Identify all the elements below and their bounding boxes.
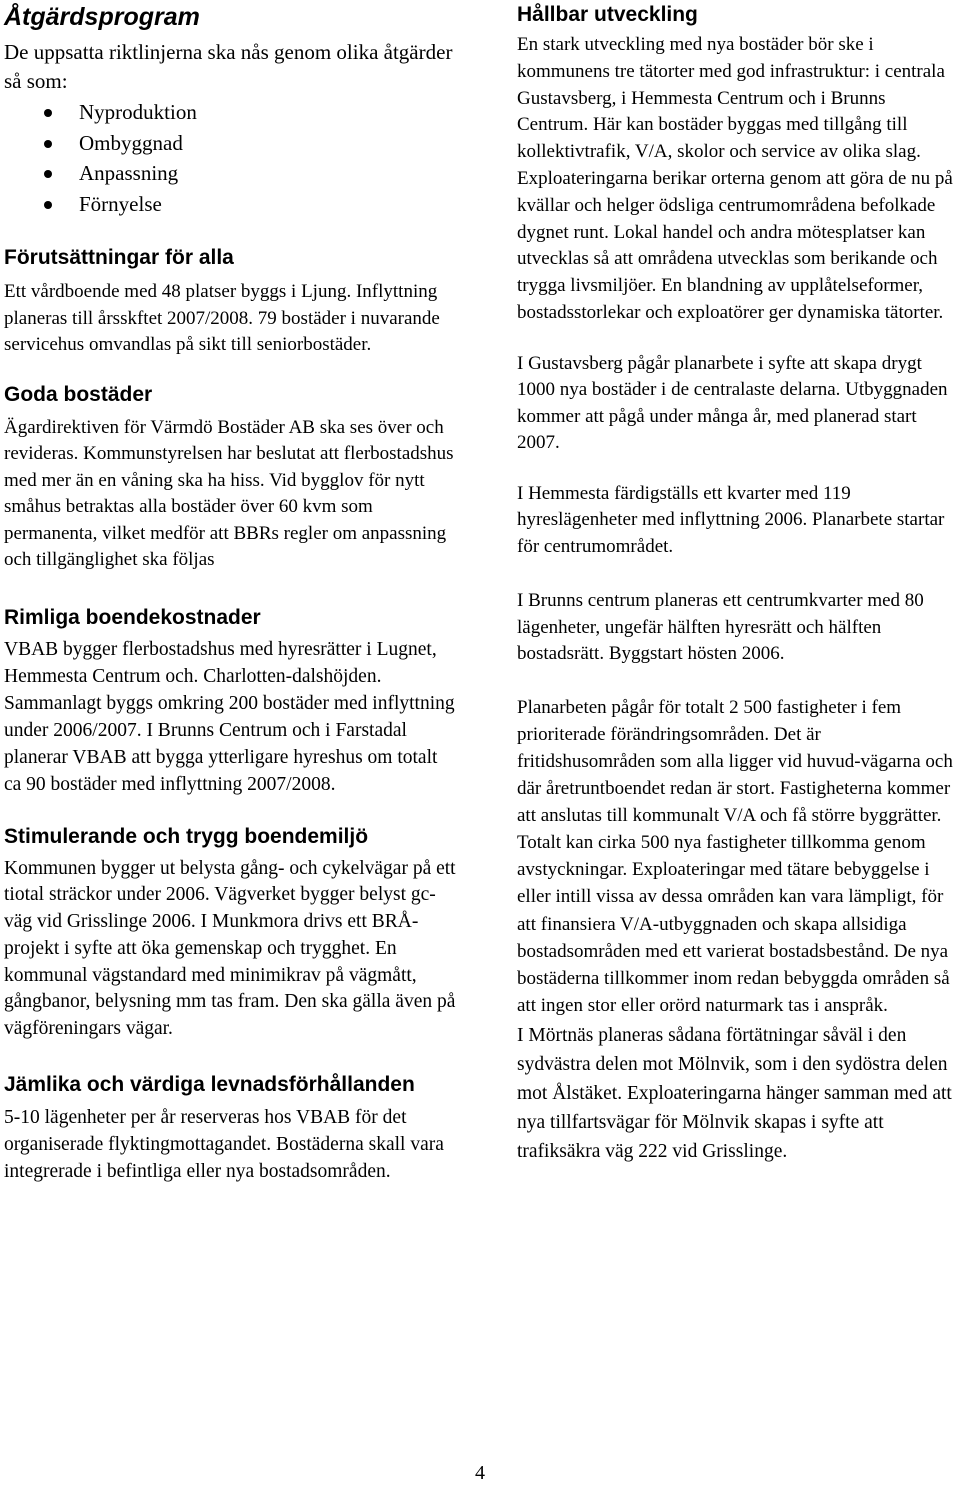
intro-text: De uppsatta riktlinjerna ska nås genom olika åtgärder så som: <box>4 40 453 93</box>
right-paragraph-6: I Mörtnäs planeras sådana förtätningar såväl i den sydvästra delen mot Mölnvik, som i den sydöstra delen mot Ålstäket. Exploateringarna hänger samman med att nya tillfartsvägar för Mölnvik skapas i syfte att trafiksäkra väg 222 vid Grisslinge. <box>517 1024 952 1162</box>
section-heading-stimulerande: Stimulerande och trygg boendemiljö <box>4 824 369 848</box>
measures-list <box>4 97 456 219</box>
section-heading-forutsattningar: Förutsättningar för alla <box>4 246 234 269</box>
right-paragraph-3: I Hemmesta färdigställs ett kvarter med 119 hyreslägenheter med inflyttning 2006. Planarbete startar för centrumområdet. <box>517 482 945 557</box>
right-paragraph-1: En stark utveckling med nya bostäder bör ske i kommunens tre tätorter med god infrastruktur: i centrala Gustavsberg, i Hemmesta Centrum och i Brunns Centrum. Här kan bostäder byggas med tillgång till kollektivtrafik, V/A, skolor och service av olika slag. Exploateringarna berikar orterna genom att göra de nu på kvällar och helger ödsliga centrumområdena befolkade dygnet runt. Lokal handel och andra mötesplatser kan utvecklas så att områdena utvecklas som berikande och trygga livsmiljöer. En blandning av upplåtelseformer, bostadsstorlekar och exploatörer ger dynamiska tätorter. <box>517 34 953 323</box>
list-item: Nyproduktion <box>4 97 456 128</box>
main-heading: Åtgärdsprogram <box>4 3 200 31</box>
list-item: Förnyelse <box>4 189 456 220</box>
section-text-stimulerande: Kommunen bygger ut belysta gång- och cykelvägar på ett tiotal sträckor under 2006. Vägverket bygger belyst gc-väg vid Grisslinge 2006. I Munkmora drivs ett BRÅ-projekt i syfte att öka gemenskap och trygghet. En kommunal vägstandard med minimikrav på vägmått, gångbanor, belysning mm tas fram. Den ska gälla även på vägföreningars vägar. <box>4 857 456 1040</box>
section-heading-goda-bostader: Goda bostäder <box>4 382 153 406</box>
section-heading-hallbar: Hållbar utveckling <box>517 3 698 26</box>
section-heading-rimliga: Rimliga boendekostnader <box>4 605 261 629</box>
page-number: 4 <box>475 1462 485 1484</box>
right-column <box>517 0 957 1166</box>
list-item: Anpassning <box>4 158 456 189</box>
right-paragraph-4: I Brunns centrum planeras ett centrumkvarter med 80 lägenheter, ungefär hälften hyresrätt och hälften bostadsrätt. Byggstart hösten 2006. <box>517 590 924 665</box>
section-text-forutsattningar: Ett vårdboende med 48 platser byggs i Ljung. Inflyttning planeras till årsskftet 2007/2008. 79 bostäder i nuvarande servicehus omvandlas på sikt till seniorbostäder. <box>4 281 440 355</box>
section-text-rimliga: VBAB bygger flerbostadshus med hyresrätter i Lugnet, Hemmesta Centrum och. Charlotten-dalshöjden. Sammanlagt byggs omkring 200 bostäder med inflyttning under 2006/2007. I Brunns Centrum och i Farstadal planerar VBAB att bygga ytterligare hyreshus om totalt ca 90 bostäder med inflyttning 2007/2008. <box>4 638 455 795</box>
left-column <box>4 0 456 1185</box>
right-paragraph-2: I Gustavsberg pågår planarbete i syfte att skapa drygt 1000 nya bostäder i de centralaste delarna. Utbyggnaden kommer att pågå under många år, med planerad start 2007. <box>517 352 948 454</box>
section-text-goda-bostader: Ägardirektiven för Värmdö Bostäder AB ska ses över och revideras. Kommunstyrelsen har beslutat att flerbostadshus med mer än en våning ska ha hiss. Vid bygglov för nytt småhus betraktas alla bostäder över 60 kvm som permanenta, vilket medför att BBRs regler om anpassning och tillgänglighet ska följas <box>4 416 454 570</box>
list-item: Ombyggnad <box>4 128 456 159</box>
right-paragraph-5: Planarbeten pågår för totalt 2 500 fastigheter i fem prioriterade förändringsområden. Det är fritidshusområden som alla ligger vid huvud-vägarna och där åretruntboendet redan är stort. Fastigheterna kommer att anslutas till kommunalt V/A och få större byggrätter. Totalt kan cirka 500 nya fastigheter tillkomma genom avstyckningar. Exploateringar med tätare bebyggelse i eller intill vissa av dessa områden kan vara lämpligt, för att finansiera V/A-utbyggnaden och skapa allsidiga bostadsområden med ett varierat bostadsbestånd. De nya bostäderna tillkommer inom redan bebyggda områden så att ingen stor eller orörd naturmark tas i anspråk. <box>517 696 953 1016</box>
section-text-jamlika: 5-10 lägenheter per år reserveras hos VBAB för det organiserade flyktingmottagandet. Bostäderna skall vara integrerade i befintliga eller nya bostadsområden. <box>4 1107 444 1183</box>
section-heading-jamlika: Jämlika och värdiga levnadsförhållanden <box>4 1073 415 1097</box>
